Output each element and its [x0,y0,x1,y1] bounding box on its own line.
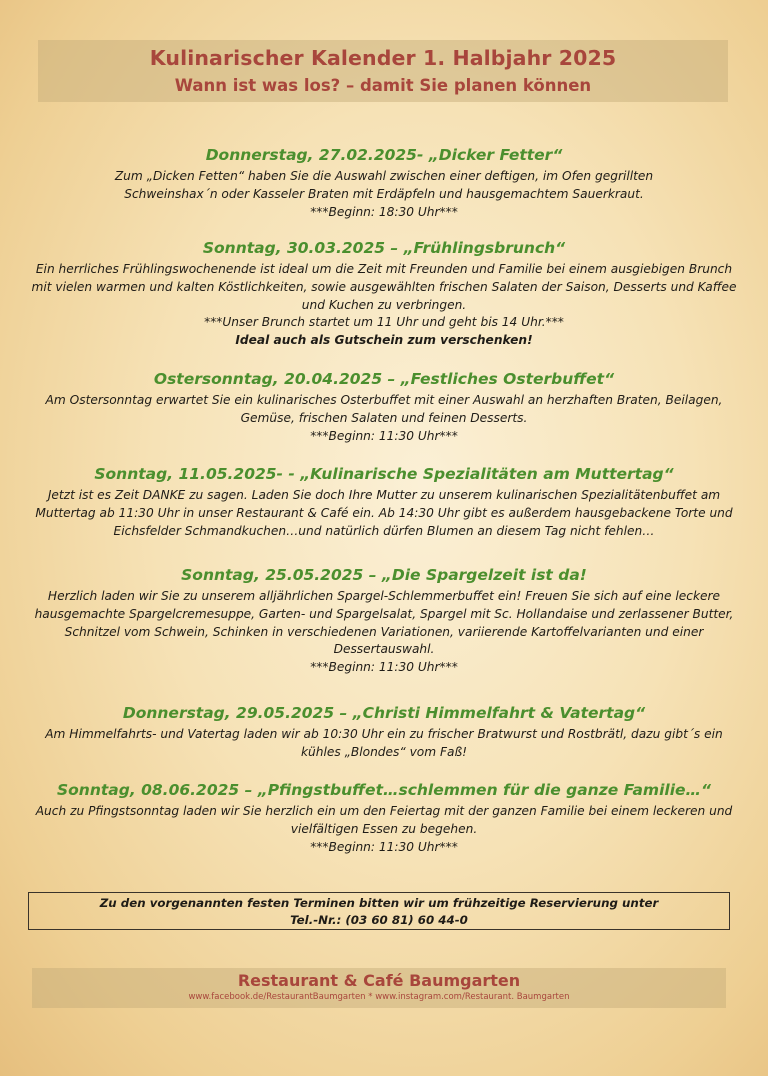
event-text-line: Dessertauswahl. [333,642,435,657]
restaurant-name: Restaurant & Café Baumgarten [237,971,521,990]
event-description [22,487,746,540]
event-text-line: Auch zu Pfingstsonntag laden wir Sie herzlich ein um den Feiertag mit der ganzen Familie bei einem leckeren und [35,804,733,818]
event-title: Donnerstag, 27.02.2025- „Dicker Fetter“ [205,146,563,164]
event-pfingstbuffet [22,781,746,856]
event-text-line: vielfältigen Essen zu begehen. [290,821,478,836]
event-dicker-fetter [22,146,746,221]
event-time: ***Beginn: 11:30 Uhr*** [310,660,458,675]
event-text-line: Am Ostersonntag erwartet Sie ein kulinarisches Osterbuffet mit einer Auswahl an herzhaften Braten, Beilagen, [45,393,723,407]
event-title: Sonntag, 30.03.2025 – „Frühlingsbrunch“ [202,239,566,257]
event-title: Ostersonntag, 20.04.2025 – „Festliches Osterbuffet“ [153,370,615,388]
event-description [22,392,746,445]
event-text-line: Schnitzel vom Schwein, Schinken in verschiedenen Variationen, variierende Kartoffelvarianten und einer [64,624,704,639]
event-description [22,726,746,762]
event-spargelzeit [22,566,746,677]
event-time: ***Beginn: 11:30 Uhr*** [310,839,458,854]
event-text-line: Ein herrliches Frühlingswochenende ist ideal um die Zeit mit Freunden und Familie bei einem ausgiebigen Brunch [35,262,733,276]
event-title: Sonntag, 08.06.2025 – „Pfingstbuffet…schlemmen für die ganze Familie…“ [56,781,712,799]
event-text-line: Am Himmelfahrts- und Vatertag laden wir ab 10:30 Uhr ein zu frischer Bratwurst und Rostbrätl, dazu gibt´s ein [45,727,723,741]
event-vatertag [22,704,746,762]
page-title: Kulinarischer Kalender 1. Halbjahr 2025 [149,46,617,70]
reservation-phone: Tel.-Nr.: (03 60 81) 60 44-0 [290,913,468,927]
event-title: Sonntag, 25.05.2025 – „Die Spargelzeit ist da! [181,566,587,584]
social-links: www.facebook.de/RestaurantBaumgarten * www.instagram.com/Restaurant. Baumgarten [188,992,570,1002]
event-text-line: Schweinshax´n oder Kasseler Braten mit Erdäpfeln und hausgemachtem Sauerkraut. [124,186,644,201]
header-band [38,40,728,102]
event-text-line: Eichsfelder Schmandkuchen…und natürlich dürfen Blumen an diesem Tag nicht fehlen… [113,523,655,538]
event-description [22,803,746,856]
event-highlight: Ideal auch als Gutschein zum verschenken! [235,333,533,348]
event-description [22,588,746,677]
event-time: ***Beginn: 11:30 Uhr*** [310,428,458,443]
event-text-line: hausgemachte Spargelcremesuppe, Garten- und Spargelsalat, Spargel mit Sc. Hollandaise und zerlassener Butter, [34,606,734,621]
footer-band [32,968,726,1008]
event-title: Sonntag, 11.05.2025- - „Kulinarische Spezialitäten am Muttertag“ [94,465,674,483]
event-fruehlingsbrunch [22,239,746,350]
reservation-box [28,892,730,930]
page-subtitle: Wann ist was los? – damit Sie planen können [174,76,592,95]
event-title: Donnerstag, 29.05.2025 – „Christi Himmelfahrt & Vatertag“ [122,704,646,722]
reservation-text: Zu den vorgenannten festen Terminen bitten wir um frühzeitige Reservierung unter [99,896,659,910]
event-text-line: Zum „Dicken Fetten“ haben Sie die Auswahl zwischen einer deftigen, im Ofen gegrillten [114,169,654,183]
event-text-line: mit vielen warmen und kalten Köstlichkeiten, sowie ausgewählten frischen Salaten der Saison, Desserts und Kaffee [31,279,737,294]
event-description [22,261,746,350]
event-time: ***Beginn: 18:30 Uhr*** [310,204,458,219]
event-text-line: kühles „Blondes“ vom Faß! [300,744,468,759]
event-description [22,168,746,221]
event-text-line: Gemüse, frischen Salaten und feinen Desserts. [240,410,528,425]
event-text-line: Muttertag ab 11:30 Uhr in unser Restaurant & Café ein. Ab 14:30 Uhr gibt es außerdem hausgebackene Torte und [35,505,733,520]
event-time: ***Unser Brunch startet um 11 Uhr und geht bis 14 Uhr.*** [204,315,564,330]
event-text-line: Jetzt ist es Zeit DANKE zu sagen. Laden Sie doch Ihre Mutter zu unserem kulinarischen Spezialitätenbuffet am [47,488,721,502]
event-muttertag [22,465,746,540]
event-text-line: und Kuchen zu verbringen. [301,297,467,312]
event-osterbuffet [22,370,746,445]
event-text-line: Herzlich laden wir Sie zu unserem alljährlichen Spargel-Schlemmerbuffet ein! Freuen Sie sich auf eine leckere [47,589,721,603]
